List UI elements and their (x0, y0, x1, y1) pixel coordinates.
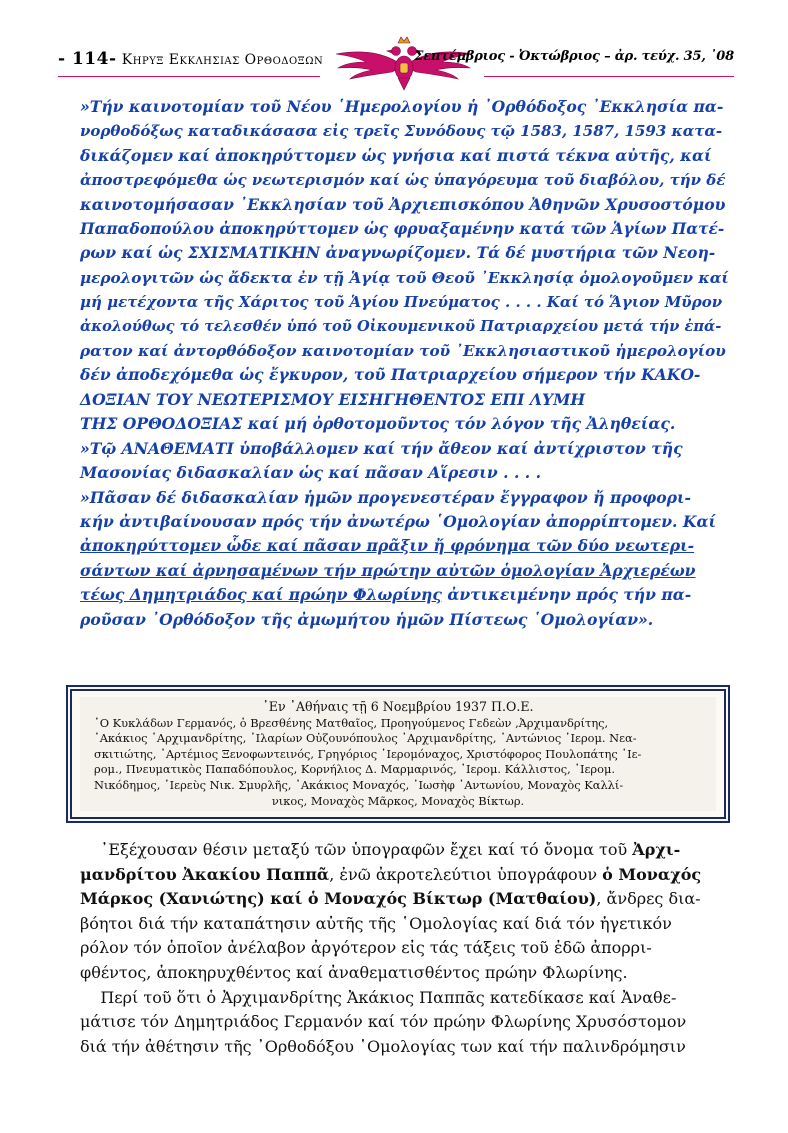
confession-text (80, 95, 730, 632)
header-left (58, 49, 323, 69)
page-number: - 114- (58, 49, 117, 69)
text-line: ρων καί ὡς ΣΧΙΣΜΑΤΙΚΗΝ ἀναγνωρίζομεν. Τά δέ μυστήρια τῶν Νεοη- (80, 243, 716, 263)
underlined-text: τέως Δημητριάδος καί πρώην Φλωρίνης (80, 585, 442, 605)
text-line: ΤΗΣ ΟΡΘΟΔΟΞΙΑΣ καί μή ὀρθοτομοῦντος τόν λόγον τῆς Ἀληθείας. (80, 414, 676, 434)
text-line (80, 986, 730, 1011)
page-header (58, 40, 734, 84)
text-line (80, 838, 730, 863)
confession-paragraph-3 (80, 486, 730, 632)
signature-line: ῾Ο Κυκλάδων Γερμανός, ὁ Βρεσθένης Ματθαῖος, Προηγούμενος Γεδεὼν ,Ἀρχιμανδρίτης, (94, 715, 609, 730)
signature-line: ᾽Ακάκιος ᾽Αρχιμανδρίτης, ᾽Ιλαρίων Οὐζουνόπουλος ᾽Αρχιμανδρίτης, ᾽Αντώνιος ῾Ιερομ. Νεα- (94, 731, 637, 746)
signatures-title: ᾽Εν ᾽Αθήναις τῇ 6 Νοεμβρίου 1937 Π.Ο.Ε. (262, 699, 534, 714)
text-line: νορθοδόξως καταδικάσασα εἰς τρεῖς Συνόδους τῷ 1583, 1587, 1593 κατα- (80, 122, 723, 141)
text-fragment: ἀντικειμένην πρός τήν πα- (441, 585, 692, 605)
text-line: »Πᾶσαν δέ διδασκαλίαν ἡμῶν προγενεστέραν ἔγγραφον ἤ προφορι- (80, 487, 692, 507)
text-fragment: , ἄνδρες δια- (596, 889, 701, 909)
journal-name: Κηρυξ Εκκλησιασ Ορθοδοξων (121, 52, 324, 68)
underlined-text-line: σάντων καί ἀρνησαμένων τήν πρώτην αὐτῶν ὁμολογίαν Ἀρχιερέων (80, 560, 696, 580)
text-fragment: Περί τοῦ ὅτι ὁ Ἀρχιμανδρίτης Ἀκάκιος Παππᾶς κατεδίκασε καί Ἀναθε- (100, 987, 677, 1007)
text-line: κήν ἀντιβαίνουσαν πρός τήν ἀνωτέρω ῾Ομολογίαν ἀπορρίπτομεν. Καί (80, 511, 716, 531)
header-rule-left (58, 76, 320, 77)
header-rule-right (484, 76, 734, 77)
signatures-document (66, 685, 730, 823)
text-line (80, 863, 730, 888)
text-line: ροῦσαν ᾽Ορθόδοξον τῆς ἀμωμήτου ἡμῶν Πίστεως ῾Ομολογίαν». (80, 609, 654, 629)
bold-text: Μάρκος (Χανιώτης) καί ὁ Μοναχός Βίκτωρ (Ματθαίου) (80, 889, 597, 909)
text-line: βόητοι διά τήν καταπάτησιν αὐτῆς τῆς ῾Ομολογίας καί διά τόν ἡγετικόν (80, 913, 672, 933)
bold-text: ὁ Μοναχός (602, 864, 702, 884)
bold-text: μανδρίτου Ἀκακίου Παππᾶ (80, 864, 330, 884)
confession-paragraph-1 (80, 95, 730, 437)
text-line: ρατον καί ἀντορθόδοξον καινοτομίαν τοῦ ᾽Εκκλησιαστικοῦ ἡμερολογίου (80, 342, 726, 361)
bold-text: Ἀρχι- (632, 840, 681, 859)
commentary-text (80, 838, 730, 1059)
text-line: καινοτομήσασαν ᾽Εκκλησίαν τοῦ Ἀρχιεπισκόπου Ἀθηνῶν Χρυσοστόμου (80, 194, 726, 214)
text-line: μερολογιτῶν ὡς ἄδεκτα ἐν τῇ Ἁγίᾳ τοῦ Θεοῦ ᾽Εκκλησίᾳ ὁμολογοῦμεν καί (80, 268, 729, 287)
confession-paragraph-2 (80, 437, 730, 486)
text-line: ΔΟΞΙΑΝ ΤΟΥ ΝΕΩΤΕΡΙΣΜΟΥ ΕΙΣΗΓΗΘΕΝΤΟΣ ΕΠΙ ΛΥΜΗ (80, 389, 586, 409)
text-line: Μασονίας διδασκαλίαν ὡς καί πᾶσαν Αἵρεσιν . . . . (80, 463, 542, 483)
text-line: φθέντος, ἀποκηρυχθέντος καί ἀναθεματισθέντος πρώην Φλωρίνης. (80, 962, 628, 982)
signature-line: ρομ., Πνευματικὸς Παπαδόπουλος, Κορνήλιος Δ. Μαρμαρινός, ῾Ιερομ. Κάλλιστος, ῾Ιερομ. (94, 762, 615, 777)
text-line (80, 583, 730, 607)
text-line: ἀκολούθως τό τελεσθέν ὑπό τοῦ Οἰκουμενικοῦ Πατριαρχείου μετά τήν ἐπά- (80, 317, 722, 335)
text-line: δέν ἀποδεχόμεθα ὡς ἔγκυρον, τοῦ Πατριαρχείου σήμερον τήν ΚΑΚΟ- (80, 365, 701, 385)
text-fragment: ᾽Εξέχουσαν θέσιν μεταξύ τῶν ὑπογραφῶν ἔχει καί τό ὄνομα τοῦ (100, 840, 633, 859)
signature-line: Νικόδημος, ῾Ιερεὺς Νικ. Σμυρλῆς, ᾽Ακάκιος Μοναχός, ᾽Ιωσὴφ ᾽Αντωνίου, Μοναχὸς Καλλί- (94, 777, 624, 792)
signature-line: σκιτιώτης, ᾽Αρτέμιος Ξενοφωντεινός, Γρηγόριος ῾Ιερομόναχος, Χριστόφορος Πουλοπάτης ῾Ιε- (94, 746, 642, 761)
signatures-scan (80, 697, 716, 811)
underlined-text-line: ἀποκηρύττομεν ὧδε καί πᾶσαν πρᾶξιν ἤ φρόνημα τῶν δύο νεωτερι- (80, 536, 695, 556)
issue-info: Σεπτέμβριος - Ὀκτώβριος – ἀρ. τεύχ. 35, ᾽08 (414, 49, 734, 64)
text-line: ἀποστρεφόμεθα ὡς νεωτερισμόν καί ὡς ὑπαγόρευμα τοῦ διαβόλου, τήν δέ (80, 171, 726, 190)
text-line (80, 887, 730, 912)
text-line: »Τήν καινοτομίαν τοῦ Νέου ῾Ημερολογίου ἡ ᾽Ορθόδοξος ᾽Εκκλησία πα- (80, 97, 724, 116)
text-line: διά τήν ἀθέτησιν τῆς ᾽Ορθοδόξου ῾Ομολογίας των καί τήν παλινδρόμησιν (80, 1036, 686, 1056)
text-line: ρόλον τόν ὁποῖον ἀνέλαβον ἀργότερον εἰς τάς τάξεις τοῦ ἐδῶ ἀπορρι- (80, 938, 652, 958)
text-line: δικάζομεν καί ἀποκηρύττομεν ὡς γνήσια καί πιστά τέκνα αὐτῆς, καί (80, 145, 712, 165)
text-line: μάτισε τόν Δημητριάδος Γερμανόν καί τόν πρώην Φλωρίνης Χρυσόστομον (80, 1012, 687, 1032)
text-line: »Τῷ ΑΝΑΘΕΜΑΤΙ ὑποβάλλομεν καί τήν ἄθεον καί ἀντίχριστον τῆς (80, 438, 683, 458)
signature-line: νικος, Μοναχὸς Μᾶρκος, Μοναχὸς Βίκτωρ. (271, 793, 525, 808)
text-line: Παπαδοπούλου ἀποκηρύττομεν ὡς φρυαξαμένην κατά τῶν Ἁγίων Πατέ- (80, 220, 725, 239)
text-line: μή μετέχοντα τῆς Χάριτος τοῦ Ἁγίου Πνεύματος . . . . Καί τό Ἅγιον Μῦρον (80, 293, 723, 312)
text-fragment: , ἐνῶ ἀκροτελεύτιοι ὑπογράφουν (329, 864, 603, 884)
